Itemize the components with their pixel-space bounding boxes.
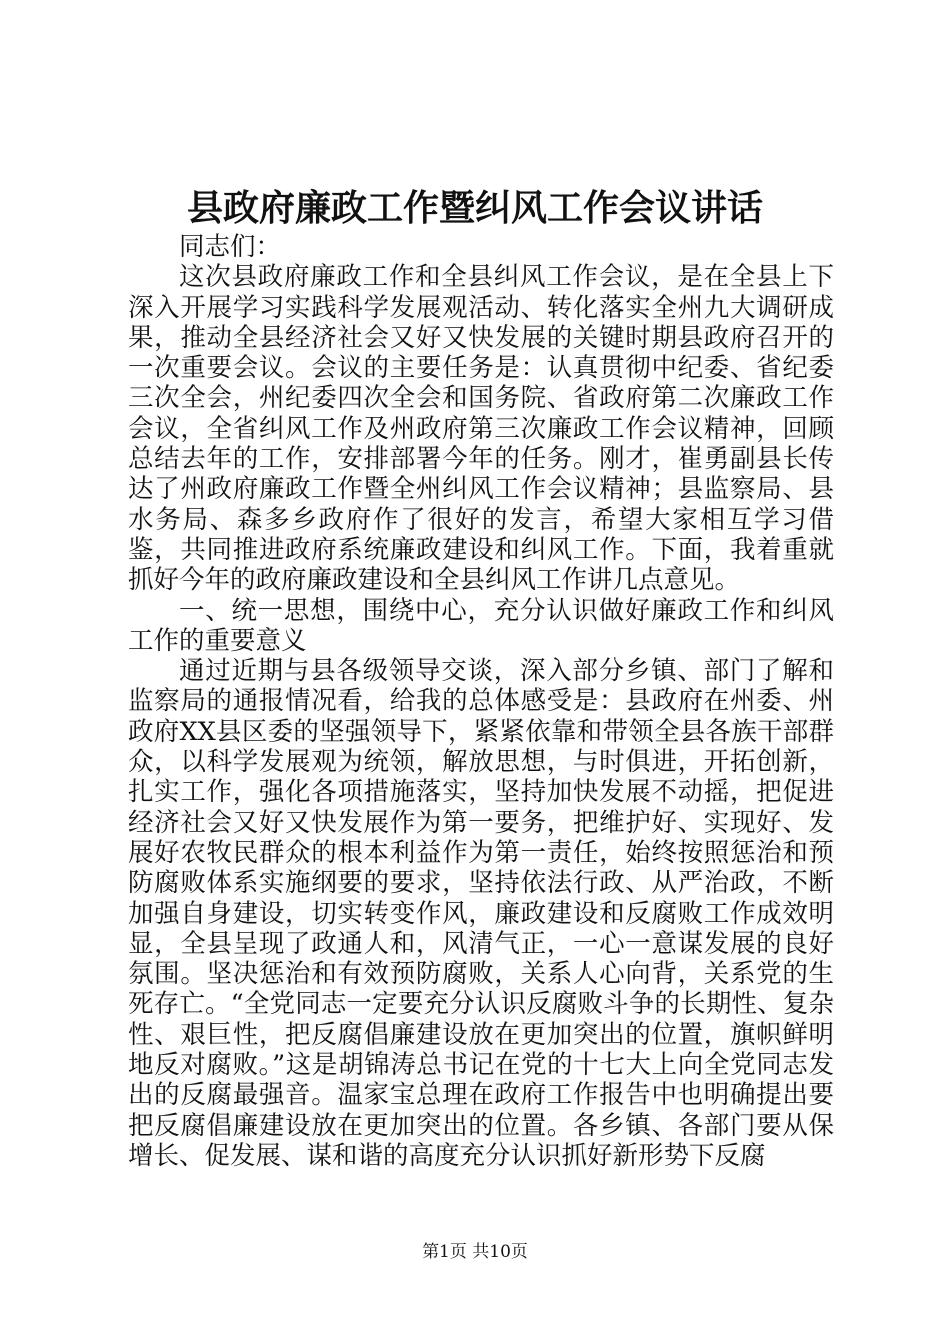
page-number-footer: 第1页 共10页 [422,1242,528,1262]
intro-paragraph: 这次县政府廉政工作和全县纠风工作会议，是在全县上下深入开展学习实践科学发展观活动、转化落实全州九大调研成果，推动全县经济社会又好又快发展的关键时期县政府召开的一次重要会议。会议的主要任务是：认真贯彻中纪委、省纪委三次全会，州纪委四次全会和国务院、省政府第二次廉政工作会议，全省纠风工作及州政府第三次廉政工作会议精神，回顾总结去年的工作，安排部署今年的任务。刚才，崔勇副县长传达了州政府廉政工作暨全州纠风工作会议精神；县监察局、县水务局、森多乡政府作了很好的发言，希望大家相互学习借鉴，共同推进政府系统廉政建设和纠风工作。下面，我着重就抓好今年的政府廉政建设和全县纠风工作讲几点意见。 [128,262,834,596]
document-body [128,232,834,1171]
body-paragraph: 通过近期与县各级领导交谈，深入部分乡镇、部门了解和监察局的通报情况看，给我的总体感受是：县政府在州委、州政府XX县区委的坚强领导下，紧紧依靠和带领全县各族干部群众，以科学发展观为统领，解放思想，与时俱进，开拓创新，扎实工作，强化各项措施落实，坚持加快发展不动摇，把促进经济社会又好又快发展作为第一要务，把维护好、实现好、发展好农牧民群众的根本利益作为第一责任，始终按照惩治和预防腐败体系实施纲要的要求，坚持依法行政、从严治政，不断加强自身建设，切实转变作风，廉政建设和反腐败工作成效明显，全县呈现了政通人和，风清气正，一心一意谋发展的良好氛围。坚决惩治和有效预防腐败，关系人心向背，关系党的生死存亡。“全党同志一定要充分认识反腐败斗争的长期性、复杂性、艰巨性，把反腐倡廉建设放在更加突出的位置，旗帜鲜明地反对腐败。”这是胡锦涛总书记在党的十七大上向全党同志发出的反腐最强音。温家宝总理在政府工作报告中也明确提出要把反腐倡廉建设放在更加突出的位置。各乡镇、各部门要从保增长、促发展、谋和谐的高度充分认识抓好新形势下反腐 [128,656,834,1171]
section-heading: 一、统一思想，围绕中心，充分认识做好廉政工作和纠风工作的重要意义 [128,595,834,656]
salutation-paragraph: 同志们： [179,232,282,262]
document-title: 县政府廉政工作暨纠风工作会议讲话 [186,187,763,229]
